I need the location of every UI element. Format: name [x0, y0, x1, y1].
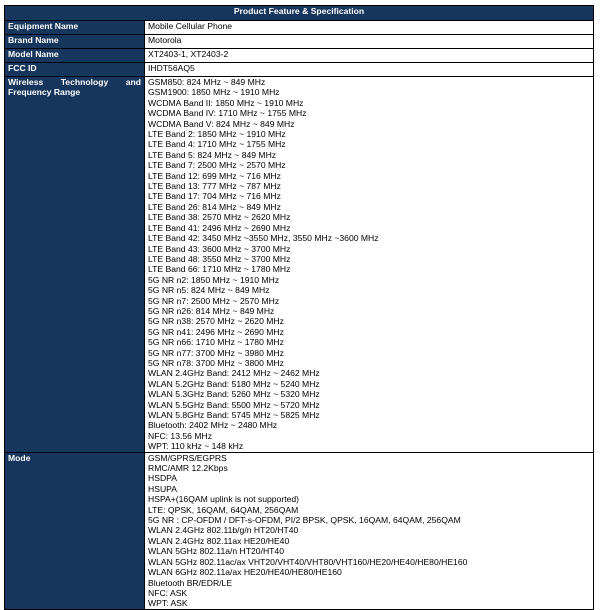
mode-values	[145, 452, 594, 609]
spec-line: LTE Band 2: 1850 MHz ~ 1910 MHz	[148, 129, 286, 140]
spec-line: LTE Band 13: 777 MHz ~ 787 MHz	[148, 181, 281, 192]
table-row-model	[5, 49, 594, 63]
spec-line: 5G NR n26: 814 MHz ~ 849 MHz	[148, 305, 275, 316]
spec-line: WLAN 5GHz 802.11a/n HT20/HT40	[148, 546, 284, 557]
spec-line: RMC/AMR 12.2Kbps	[148, 463, 228, 474]
spec-line: LTE Band 7: 2500 MHz ~ 2570 MHz	[148, 160, 286, 171]
spec-table	[4, 5, 594, 610]
spec-line: LTE Band 48: 3550 MHz ~ 3700 MHz	[148, 253, 291, 264]
spec-line: HSUPA	[148, 483, 177, 494]
spec-line: NFC: ASK	[148, 587, 188, 598]
spec-line: LTE Band 43: 3600 MHz ~ 3700 MHz	[148, 243, 291, 254]
table-row-wireless	[5, 77, 594, 453]
table-title: Product Feature & Specification	[5, 6, 594, 21]
spec-line: 5G NR n7: 2500 MHz ~ 2570 MHz	[148, 295, 280, 306]
spec-line: LTE Band 17: 704 MHz ~ 716 MHz	[148, 191, 281, 202]
table-row-equipment	[5, 21, 594, 35]
spec-line: LTE Band 5: 824 MHz ~ 849 MHz	[148, 149, 277, 160]
spec-line: WCDMA Band IV: 1710 MHz ~ 1755 MHz	[148, 108, 307, 119]
spec-line: GSM/GPRS/EGPRS	[148, 452, 227, 463]
equipment-label: Equipment Name	[5, 21, 145, 35]
mode-label: Mode	[5, 452, 145, 609]
spec-line: LTE Band 12: 699 MHz ~ 716 MHz	[148, 170, 281, 181]
spec-line: 5G NR n2: 1850 MHz ~ 1910 MHz	[148, 274, 280, 285]
spec-line: GSM850: 824 MHz ~ 849 MHz	[148, 77, 266, 87]
table-title-row	[5, 6, 594, 21]
fcc-label: FCC ID	[5, 63, 145, 77]
spec-line: WCDMA Band V: 824 MHz ~ 849 MHz	[148, 118, 295, 129]
model-label: Model Name	[5, 49, 145, 63]
spec-line: HSDPA	[148, 473, 177, 484]
spec-line: LTE Band 38: 2570 MHz ~ 2620 MHz	[148, 212, 291, 223]
spec-line: WLAN 5.8GHz Band: 5745 MHz ~ 5825 MHz	[148, 410, 320, 420]
spec-line: 5G NR n77: 3700 MHz ~ 3980 MHz	[148, 347, 284, 358]
spec-line: WCDMA Band II: 1850 MHz ~ 1910 MHz	[148, 97, 304, 108]
spec-line: WLAN 5GHz 802.11ac/ax VHT20/VHT40/VHT80/VHT160/HE20/HE40/HE80/HE160	[148, 556, 468, 567]
spec-line: LTE Band 4: 1710 MHz ~ 1755 MHz	[148, 139, 286, 150]
spec-line: WPT: ASK	[148, 598, 188, 609]
spec-line: WLAN 5.5GHz Band: 5500 MHz ~ 5720 MHz	[148, 399, 320, 410]
spec-line: LTE Band 41: 2496 MHz ~ 2690 MHz	[148, 222, 291, 233]
spec-line: 5G NR n41: 2496 MHz ~ 2690 MHz	[148, 326, 284, 337]
wireless-values	[145, 77, 594, 453]
spec-line: WLAN 6GHz 802.11a/ax HE20/HE40/HE80/HE160	[148, 567, 342, 578]
spec-line: GSM1900: 1850 MHz ~ 1910 MHz	[148, 87, 280, 98]
table-row-brand	[5, 35, 594, 49]
brand-value: Motorola	[145, 35, 594, 49]
spec-line: LTE Band 26: 814 MHz ~ 849 MHz	[148, 201, 281, 212]
table-row-mode	[5, 452, 594, 609]
spec-line: WLAN 2.4GHz Band: 2412 MHz ~ 2462 MHz	[148, 368, 320, 379]
wireless-label: Wireless Technology and Frequency Range	[5, 77, 145, 453]
equipment-value: Mobile Cellular Phone	[145, 21, 594, 35]
spec-line: WLAN 2.4GHz 802.11b/g/n HT20/HT40	[148, 525, 299, 536]
spec-line: WLAN 5.2GHz Band: 5180 MHz ~ 5240 MHz	[148, 378, 320, 389]
spec-line: Bluetooth: 2402 MHz ~ 2480 MHz	[148, 420, 278, 431]
fcc-value: IHDT56AQ5	[145, 63, 594, 77]
spec-line: 5G NR n38: 2570 MHz ~ 2620 MHz	[148, 316, 284, 327]
spec-line: 5G NR n66: 1710 MHz ~ 1780 MHz	[148, 337, 284, 348]
model-value: XT2403-1, XT2403-2	[145, 49, 594, 63]
spec-line: WPT: 110 kHz ~ 148 kHz	[148, 441, 244, 452]
spec-line: LTE Band 66: 1710 MHz ~ 1780 MHz	[148, 264, 291, 275]
table-row-fcc	[5, 63, 594, 77]
spec-line: 5G NR : CP-OFDM / DFT-s-OFDM, PI/2 BPSK, QPSK, 16QAM, 64QAM, 256QAM	[148, 515, 461, 526]
spec-line: NFC: 13.56 MHz	[148, 430, 212, 441]
spec-line: LTE: QPSK, 16QAM, 64QAM, 256QAM	[148, 504, 299, 515]
spec-line: LTE Band 42: 3450 MHz ~3550 MHz, 3550 MHz ~3600 MHz	[148, 233, 379, 244]
spec-table-container	[4, 5, 593, 610]
spec-line: HSPA+(16QAM uplink is not supported)	[148, 494, 300, 505]
spec-line: 5G NR n78: 3700 MHz ~ 3800 MHz	[148, 357, 284, 368]
spec-line: WLAN 5.3GHz Band: 5260 MHz ~ 5320 MHz	[148, 389, 320, 400]
spec-line: WLAN 2.4GHz 802.11ax HE20/HE40	[148, 535, 290, 546]
spec-line: 5G NR n5: 824 MHz ~ 849 MHz	[148, 285, 270, 296]
brand-label: Brand Name	[5, 35, 145, 49]
spec-line: Bluetooth BR/EDR/LE	[148, 577, 233, 588]
